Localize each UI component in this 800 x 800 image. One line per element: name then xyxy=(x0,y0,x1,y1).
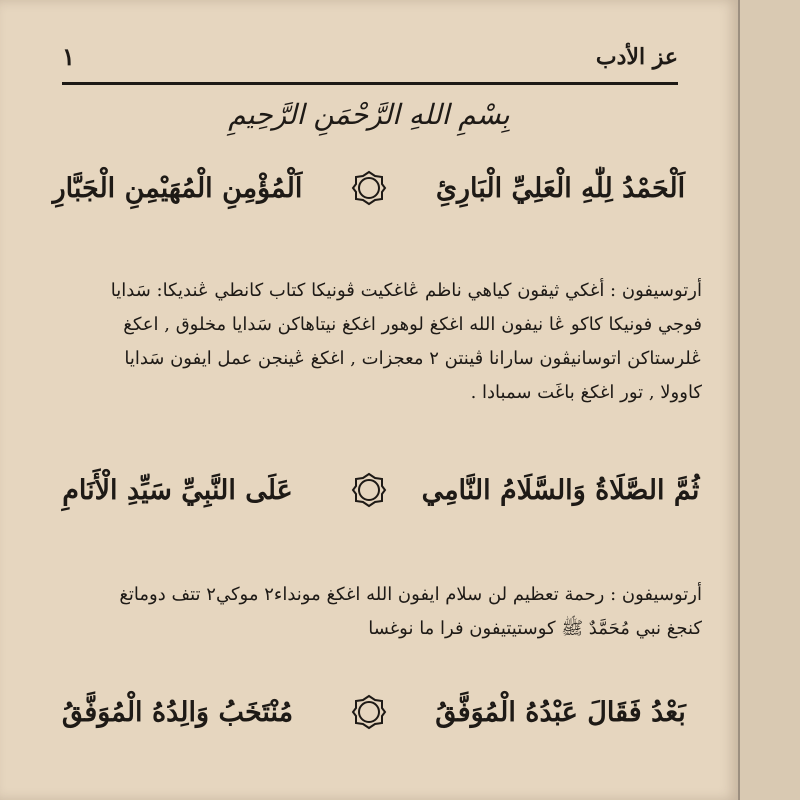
translation-1 xyxy=(22,274,702,410)
verse-2 xyxy=(20,464,718,516)
verse-1 xyxy=(20,162,718,214)
page-number: ١ xyxy=(62,42,75,71)
translation-line: فوجي فونيكا كاكو ڠا نيفون الله اغكغ لوهور اغكغ نيتاهاكن سَدايا مخلوق , اعكغ xyxy=(123,314,702,335)
header-rule xyxy=(62,82,678,85)
verse-2-second-hemistich: عَلَى النَّبِيِّ سَيِّدِ الْأَنَامِ xyxy=(62,474,293,506)
translation-line: أرتوسيفون : رحمة تعظيم لن سلام ايفون الله اغكغ مونداء٢ موكي٢ تتف دوماتغ xyxy=(119,584,702,605)
translation-2 xyxy=(22,578,702,646)
verse-2-first-hemistich: ثُمَّ الصَّلَاةُ وَالسَّلَامُ النَّامِي xyxy=(421,474,700,506)
translation-line: كنجغ نبي مُحَمَّدٌ ﷺ كوستيتيفون فرا ما نوغسا xyxy=(368,618,702,639)
verse-1-first-hemistich: اَلْحَمْدُ لِلّٰهِ الْعَلِيِّ الْبَارِئِ xyxy=(435,172,686,204)
page-header xyxy=(62,38,678,84)
verse-3-first-hemistich: بَعْدُ فَقَالَ عَبْدُهُ الْمُوَفَّقُ xyxy=(435,696,686,728)
verse-1-second-hemistich: اَلْمُؤْمِنِ الْمُهَيْمِنِ الْجَبَّارِ xyxy=(52,172,303,204)
verse-separator-icon xyxy=(349,692,389,732)
verse-3 xyxy=(20,686,718,738)
verse-separator-icon xyxy=(349,470,389,510)
book-title: عز الأدب xyxy=(595,44,678,70)
translation-line: أرتوسيفون : أغكي ثيقون كياهي ناظم ڠاغكيت ڤونيكا كتاب كانطي ڠنديكا: سَدايا xyxy=(110,280,702,301)
verse-3-second-hemistich: مُنْتَخَبُ وَالِدُهُ الْمُوَفَّقُ xyxy=(61,696,294,728)
verse-separator-icon xyxy=(349,168,389,208)
translation-line: كاوولا , تور اغكغ باغَت سمبادا . xyxy=(470,382,702,403)
next-page-edge xyxy=(740,0,800,800)
translation-line: ڠلرستاكن اتوسانيڤون سارانا ڤينتن ٢ معجزات , اغكغ ڠينجن عمل ايفون سَدايا xyxy=(124,348,702,369)
basmala: بِسْمِ اللهِ الرَّحْمَنِ الرَّحِيمِ xyxy=(228,98,510,131)
